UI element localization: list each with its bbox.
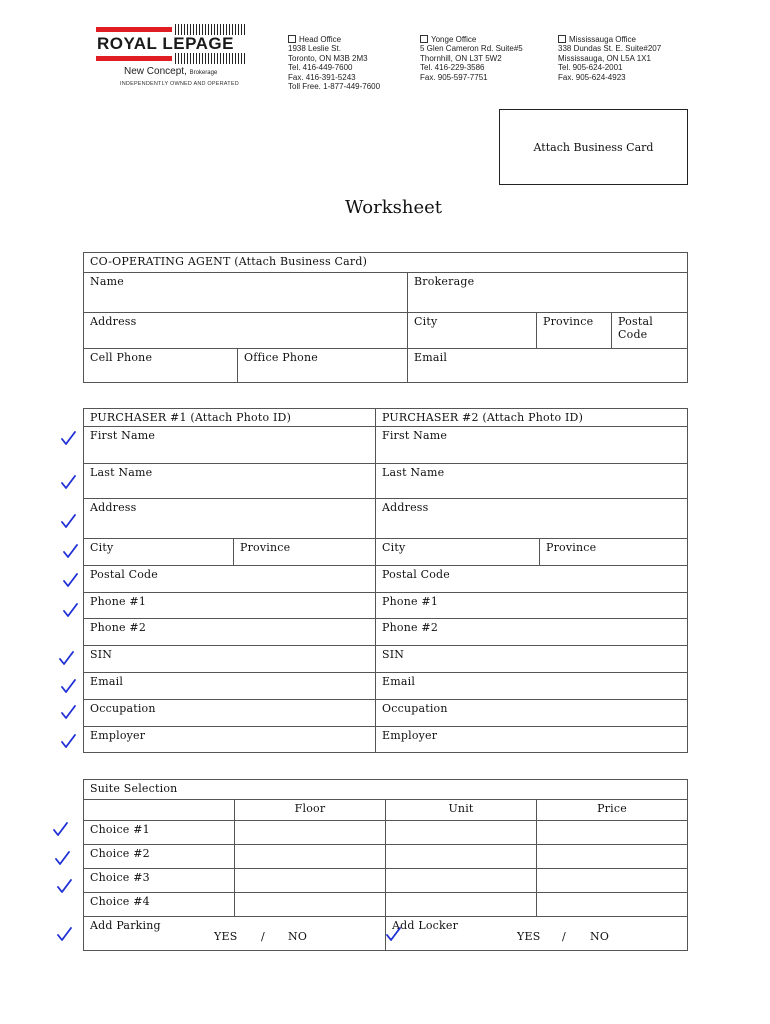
suite-header-blank	[84, 800, 235, 821]
checkmark-icon	[60, 733, 76, 749]
checkmark-icon	[62, 572, 78, 588]
p1-occupation-field[interactable]: Occupation	[84, 700, 376, 727]
p2-province-field[interactable]: Province	[540, 539, 688, 566]
p2-sin-field[interactable]: SIN	[376, 646, 688, 673]
add-parking-cell[interactable]	[84, 917, 386, 951]
choice-3-floor[interactable]	[235, 869, 386, 893]
checkmark-icon	[60, 430, 76, 446]
choice-2-label: Choice #2	[84, 845, 235, 869]
head-office-title: Head Office	[288, 35, 341, 44]
choice-4-unit[interactable]	[386, 893, 537, 917]
attach-business-card-box: Attach Business Card	[499, 109, 688, 185]
p2-last-name-field[interactable]: Last Name	[376, 464, 688, 499]
choice-1-price[interactable]	[537, 821, 688, 845]
coop-name-field[interactable]: Name	[84, 273, 408, 313]
p2-address-field[interactable]: Address	[376, 499, 688, 539]
p1-phone2-field[interactable]: Phone #2	[84, 619, 376, 646]
locker-slash: /	[562, 930, 566, 943]
p1-first-name-field[interactable]: First Name	[84, 427, 376, 464]
coop-address-field[interactable]: Address	[84, 313, 408, 349]
p2-email-field[interactable]: Email	[376, 673, 688, 700]
office-head	[288, 25, 380, 92]
coop-heading: CO-OPERATING AGENT (Attach Business Card)	[84, 253, 688, 273]
choice-2-floor[interactable]	[235, 845, 386, 869]
purchaser1-heading: PURCHASER #1 (Attach Photo ID)	[84, 409, 376, 427]
choice-2-price[interactable]	[537, 845, 688, 869]
coop-office-phone-field[interactable]: Office Phone	[238, 349, 408, 383]
office-yonge	[420, 25, 523, 82]
p1-sin-field[interactable]: SIN	[84, 646, 376, 673]
choice-3-label: Choice #3	[84, 869, 235, 893]
choice-4-label: Choice #4	[84, 893, 235, 917]
p2-phone2-field[interactable]: Phone #2	[376, 619, 688, 646]
independent-tagline: INDEPENDENTLY OWNED AND OPERATED	[120, 81, 239, 87]
brand-name: ROYAL LEPAGE	[97, 34, 234, 53]
p2-postal-field[interactable]: Postal Code	[376, 566, 688, 593]
checkmark-icon	[60, 474, 76, 490]
checkmark-icon	[60, 678, 76, 694]
choice-1-floor[interactable]	[235, 821, 386, 845]
yonge-office-lines: 5 Glen Cameron Rd. Suite#5 Thornhill, ON L3T 5W2 Tel. 416-229-3586 Fax. 905-597-7751	[420, 44, 523, 82]
coop-brokerage-field[interactable]: Brokerage	[408, 273, 688, 313]
p1-phone1-field[interactable]: Phone #1	[84, 593, 376, 619]
p1-province-field[interactable]: Province	[234, 539, 376, 566]
checkmark-icon	[56, 878, 72, 894]
office-mississauga	[558, 25, 661, 82]
coop-province-field[interactable]: Province	[537, 313, 612, 349]
p2-first-name-field[interactable]: First Name	[376, 427, 688, 464]
purchasers-table	[83, 408, 688, 753]
cooperating-agent-table	[83, 252, 688, 383]
checkmark-icon	[54, 850, 70, 866]
p2-occupation-field[interactable]: Occupation	[376, 700, 688, 727]
choice-4-price[interactable]	[537, 893, 688, 917]
unit-header: Unit	[386, 800, 537, 821]
p1-last-name-field[interactable]: Last Name	[84, 464, 376, 499]
parking-yes[interactable]: YES	[214, 930, 238, 943]
choice-4-floor[interactable]	[235, 893, 386, 917]
choice-3-unit[interactable]	[386, 869, 537, 893]
checkmark-icon	[62, 543, 78, 559]
checkmark-icon	[56, 926, 72, 942]
page-title: Worksheet	[345, 197, 442, 218]
p2-employer-field[interactable]: Employer	[376, 727, 688, 753]
purchaser2-heading: PURCHASER #2 (Attach Photo ID)	[376, 409, 688, 427]
locker-yes[interactable]: YES	[517, 930, 541, 943]
p1-postal-field[interactable]: Postal Code	[84, 566, 376, 593]
choice-1-label: Choice #1	[84, 821, 235, 845]
yonge-office-title: Yonge Office	[420, 35, 476, 44]
checkmark-icon	[58, 650, 74, 666]
coop-email-field[interactable]: Email	[408, 349, 688, 383]
p1-address-field[interactable]: Address	[84, 499, 376, 539]
parking-no[interactable]: NO	[288, 930, 308, 943]
p1-employer-field[interactable]: Employer	[84, 727, 376, 753]
brand-subtitle: New Concept, Brokerage	[124, 66, 218, 77]
p2-city-field[interactable]: City	[376, 539, 540, 566]
add-locker-cell[interactable]	[386, 917, 688, 951]
parking-slash: /	[261, 930, 265, 943]
choice-2-unit[interactable]	[386, 845, 537, 869]
p1-email-field[interactable]: Email	[84, 673, 376, 700]
mississauga-office-lines: 338 Dundas St. E. Suite#207 Mississauga, ON L5A 1X1 Tel. 905-624-2001 Fax. 905-624-4923	[558, 44, 662, 82]
choice-3-price[interactable]	[537, 869, 688, 893]
checkmark-icon	[385, 926, 401, 942]
floor-header: Floor	[235, 800, 386, 821]
add-parking-label: Add Parking	[90, 919, 161, 932]
coop-city-field[interactable]: City	[408, 313, 537, 349]
head-office-lines: 1938 Leslie St. Toronto, ON M3B 2M3 Tel. 416-449-7600 Fax. 416-391-5243 Toll Free. 1-877-449-7600	[288, 44, 381, 91]
mississauga-office-title: Mississauga Office	[558, 35, 636, 44]
suite-heading: Suite Selection	[84, 780, 688, 800]
p1-city-field[interactable]: City	[84, 539, 234, 566]
logo-red-bar-top	[96, 27, 172, 32]
checkmark-icon	[52, 821, 68, 837]
coop-postal-field[interactable]: Postal Code	[612, 313, 688, 349]
choice-1-unit[interactable]	[386, 821, 537, 845]
logo-barcode-bottom	[175, 53, 247, 64]
checkmark-icon	[60, 513, 76, 529]
price-header: Price	[537, 800, 688, 821]
coop-cell-field[interactable]: Cell Phone	[84, 349, 238, 383]
add-locker-label: Add Locker	[392, 919, 459, 932]
checkmark-icon	[62, 602, 78, 618]
logo-red-bar-bottom	[96, 56, 172, 61]
checkmark-icon	[60, 704, 76, 720]
locker-no[interactable]: NO	[590, 930, 610, 943]
p2-phone1-field[interactable]: Phone #1	[376, 593, 688, 619]
